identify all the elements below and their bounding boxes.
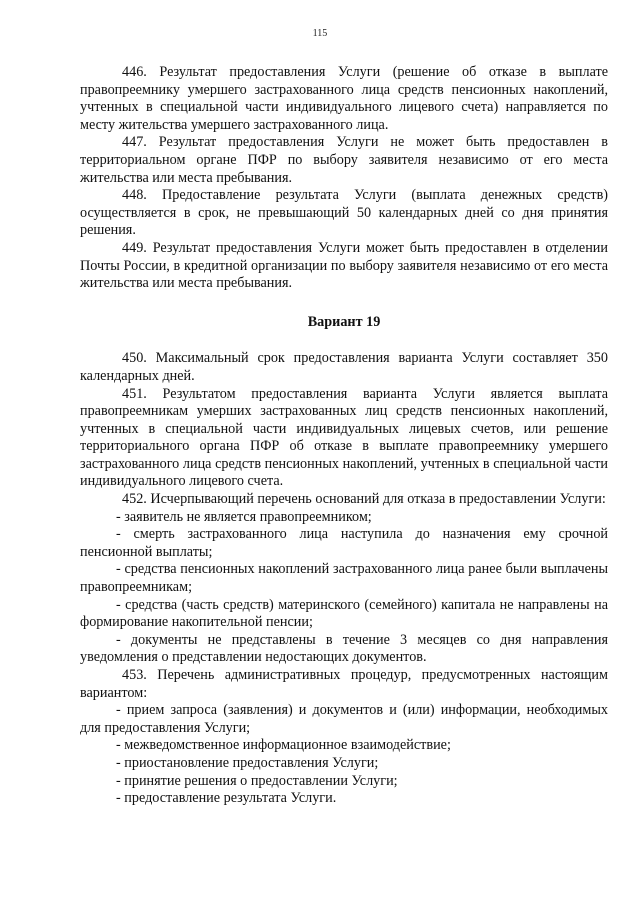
paragraph-449: 449. Результат предоставления Услуги может быть предоставлен в отделении Почты России, в кредитной организации по выбору заявителя независимо от его места жительства или места пребывания. xyxy=(80,239,608,292)
paragraph-446: 446. Результат предоставления Услуги (решение об отказе в выплате правопреемнику умершего застрахованного лица средств пенсионных накоплений, учтенных в специальной части индивидуального лицевого счета) направляется по месту жительства умершего застрахованного лица. xyxy=(80,64,608,133)
list-item-procedure-3: - приостановление предоставления Услуги; xyxy=(116,754,379,771)
list-item-refusal-5: - документы не представлены в течение 3 месяцев со дня направления уведомления о представлении недостающих документов. xyxy=(80,631,608,666)
paragraph-448: 448. Предоставление результата Услуги (выплата денежных средств) осуществляется в срок, не превышающий 50 календарных дней со дня принятия решения. xyxy=(80,187,608,239)
list-item-refusal-2: - смерть застрахованного лица наступила до назначения ему срочной пенсионной выплаты; xyxy=(80,526,608,560)
list-item-refusal-4: - средства (часть средств) материнского (семейного) капитала не направлены на формирование накопительной пенсии; xyxy=(80,596,608,631)
paragraph-452: 452. Исчерпывающий перечень оснований для отказа в предоставлении Услуги: xyxy=(122,491,606,508)
list-item-refusal-3: - средства пенсионных накоплений застрахованного лица ранее были выплачены правопреемникам; xyxy=(80,561,608,596)
page-content xyxy=(80,64,608,808)
list-item-procedure-5: - предоставление результата Услуги. xyxy=(116,790,337,807)
paragraph-451: 451. Результатом предоставления варианта Услуги является выплата правопреемникам умерших застрахованных лиц средств пенсионных накоплений, учтенных в специальной части индивидуальных лицевых счетов, или решение территориального органа ПФР об отказе в выплате правопреемнику умершего застрахованного лица средств пенсионных накоплений, учтенных в специальной части индивидуального лицевого счета. xyxy=(80,385,608,490)
list-item-procedure-2: - межведомственное информационное взаимодействие; xyxy=(116,737,451,754)
list-item-procedure-1: - прием запроса (заявления) и документов и (или) информации, необходимых для предоставления Услуги; xyxy=(80,702,608,736)
list-item-procedure-4: - принятие решения о предоставлении Услуги; xyxy=(116,772,398,789)
section-heading-variant-19: Вариант 19 xyxy=(307,313,381,330)
paragraph-450: 450. Максимальный срок предоставления варианта Услуги составляет 350 календарных дней. xyxy=(80,350,608,384)
list-item-refusal-1: - заявитель не является правопреемником; xyxy=(116,508,372,525)
page-number: 115 xyxy=(312,28,328,39)
paragraph-453: 453. Перечень административных процедур, предусмотренных настоящим вариантом: xyxy=(80,667,608,701)
paragraph-447: 447. Результат предоставления Услуги не может быть предоставлен в территориальном органе ПФР по выбору заявителя независимо от его места жительства или места пребывания. xyxy=(80,134,608,186)
